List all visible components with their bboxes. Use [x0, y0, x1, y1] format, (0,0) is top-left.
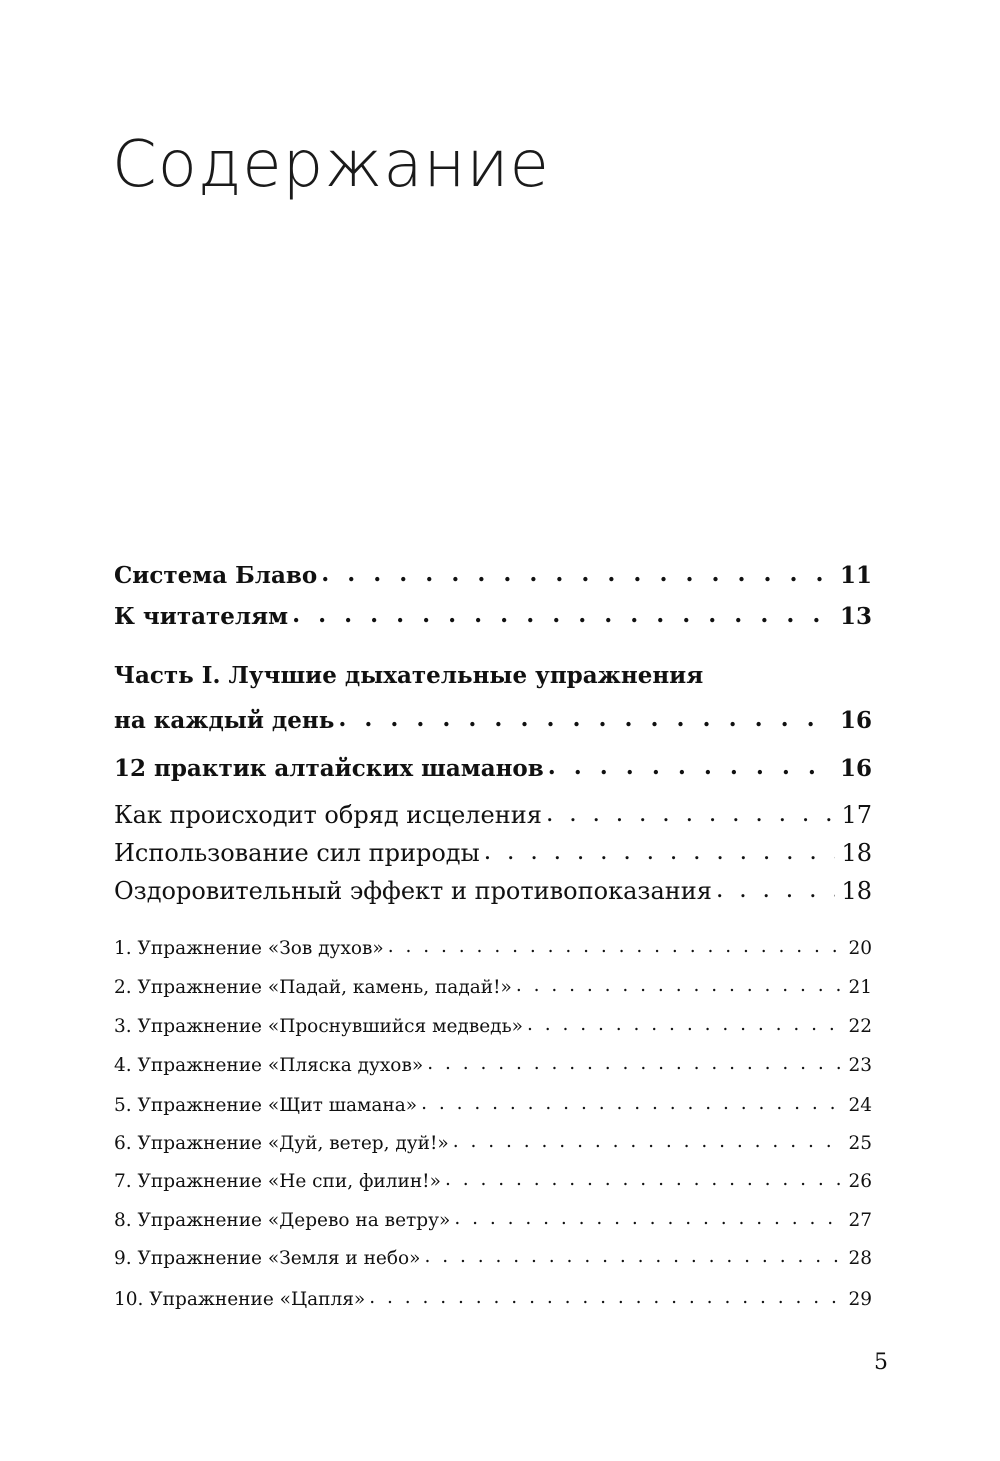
toc-entry-exercise[interactable]	[114, 1016, 872, 1037]
dot-leader	[546, 799, 836, 827]
toc-entry-subsection[interactable]	[114, 877, 872, 905]
dot-leader	[516, 975, 843, 996]
toc-entry-section[interactable]	[114, 755, 872, 782]
toc-entry-sistema-blavo[interactable]	[114, 562, 872, 589]
toc-entry-label: 7. Упражнение «Не спи, филин!»	[114, 1171, 441, 1192]
toc-entry-subsection[interactable]	[114, 839, 872, 867]
dot-leader	[527, 1014, 842, 1035]
dot-leader	[427, 1053, 842, 1074]
toc-entry-exercise[interactable]	[114, 1133, 872, 1154]
toc-entry-exercise[interactable]	[114, 1095, 872, 1116]
toc-entry-label: 3. Упражнение «Проснувшийся медведь»	[114, 1016, 523, 1037]
dot-leader	[388, 936, 843, 957]
toc-entry-page: 27	[848, 1210, 872, 1231]
toc-entry-exercise[interactable]	[114, 938, 872, 959]
toc-entry-page: 11	[839, 562, 872, 589]
dot-leader	[445, 1169, 843, 1190]
toc-entry-label: 5. Упражнение «Щит шамана»	[114, 1095, 418, 1116]
toc-entry-page: 26	[848, 1171, 872, 1192]
dot-leader	[292, 601, 834, 628]
toc-entry-label: Как происходит обряд исцеления	[114, 801, 542, 829]
part-title-line1: Часть I. Лучшие дыхательные упражнения	[114, 662, 704, 689]
toc-entry-exercise[interactable]	[114, 1289, 872, 1310]
toc-entry-exercise[interactable]	[114, 1171, 872, 1192]
toc-entry-label: 2. Упражнение «Падай, камень, падай!»	[114, 977, 512, 998]
dot-leader	[421, 1093, 842, 1114]
toc-entry-k-chitatelyam[interactable]	[114, 603, 872, 630]
dot-leader	[548, 753, 834, 780]
dot-leader	[716, 875, 836, 903]
toc-entry-part1[interactable]	[114, 707, 872, 734]
dot-leader	[338, 705, 834, 732]
toc-entry-page: 17	[841, 801, 872, 829]
toc-entry-page: 23	[848, 1055, 872, 1076]
toc-entry-label: 8. Упражнение «Дерево на ветру»	[114, 1210, 451, 1231]
toc-entry-label: Система Блаво	[114, 562, 318, 589]
toc-entry-page: 22	[848, 1016, 872, 1037]
toc-entry-label: 4. Упражнение «Пляска духов»	[114, 1055, 424, 1076]
dot-leader	[369, 1287, 842, 1308]
dot-leader	[454, 1208, 842, 1229]
toc-entry-exercise[interactable]	[114, 1210, 872, 1231]
toc-entry-page: 16	[839, 707, 872, 734]
toc-entry-label: Использование сил природы	[114, 839, 480, 867]
toc-entry-page: 16	[839, 755, 872, 782]
toc-entry-label: 6. Упражнение «Дуй, ветер, дуй!»	[114, 1133, 449, 1154]
dot-leader	[321, 560, 834, 587]
part-title-line2: на каждый день	[114, 707, 335, 734]
toc-entry-page: 20	[848, 938, 872, 959]
toc-entry-label: 12 практик алтайских шаманов	[114, 755, 544, 782]
dot-leader	[424, 1246, 842, 1267]
toc-entry-page: 24	[848, 1095, 872, 1116]
toc-entry-page: 25	[848, 1133, 872, 1154]
toc-entry-exercise[interactable]	[114, 1248, 872, 1269]
page-number: 5	[874, 1350, 888, 1375]
toc-entry-label: К читателям	[114, 603, 289, 630]
toc-entry-label: 9. Упражнение «Земля и небо»	[114, 1248, 421, 1269]
toc-entry-subsection[interactable]	[114, 801, 872, 829]
dot-leader	[453, 1131, 843, 1152]
toc-entry-page: 29	[848, 1289, 872, 1310]
toc-entry-page: 18	[841, 877, 872, 905]
toc-entry-page: 28	[848, 1248, 872, 1269]
toc-entry-label: Оздоровительный эффект и противопоказания	[114, 877, 712, 905]
toc-entry-exercise[interactable]	[114, 977, 872, 998]
toc-entry-label: 10. Упражнение «Цапля»	[114, 1289, 366, 1310]
page-title: Содержание	[112, 128, 550, 202]
toc-entry-page: 13	[839, 603, 872, 630]
toc-entry-exercise[interactable]	[114, 1055, 872, 1076]
dot-leader	[484, 837, 836, 865]
toc-entry-label: 1. Упражнение «Зов духов»	[114, 938, 384, 959]
toc-entry-page: 18	[841, 839, 872, 867]
toc-entry-page: 21	[848, 977, 872, 998]
